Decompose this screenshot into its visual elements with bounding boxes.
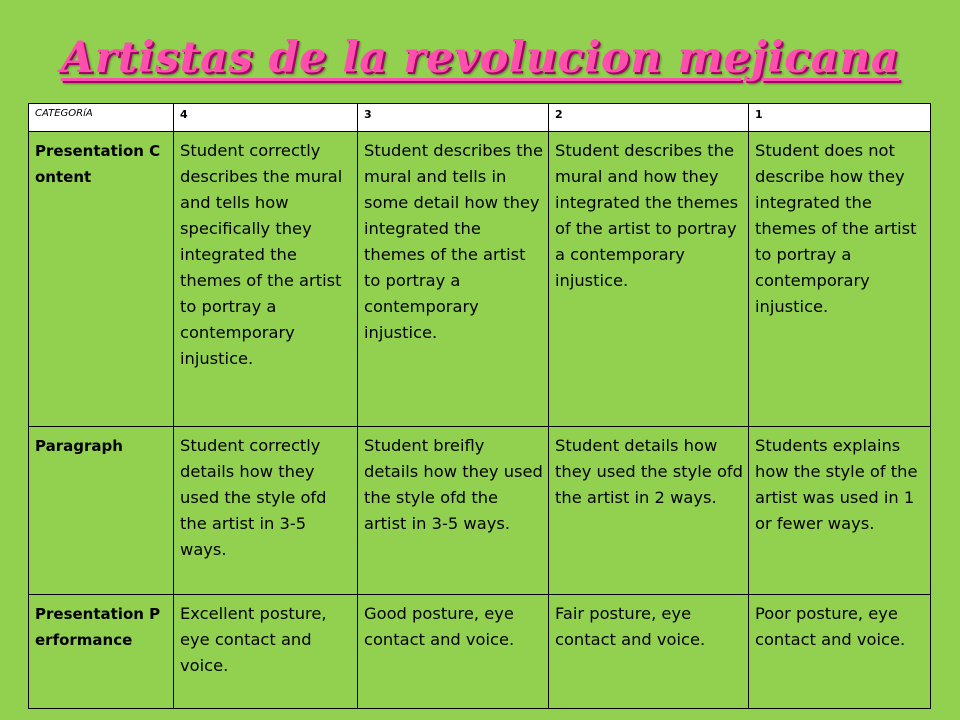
- table-cell: Student correctly details how they used the style ofd the artist in 3-5 ways.: [174, 427, 358, 595]
- table-cell: Fair posture, eye contact and voice.: [549, 595, 749, 709]
- slide-title: Artistas de la revolucion mejicana: [60, 33, 900, 83]
- table-row: [29, 427, 931, 595]
- table-cell: Excellent posture, eye contact and voice.: [174, 595, 358, 709]
- table-row: [29, 132, 931, 427]
- header-score-1: 1: [749, 104, 931, 132]
- rubric-table: [28, 103, 931, 709]
- table-cell: Student correctly describes the mural and tells how specifically they integrated the themes of the artist to portray a contemporary injustice.: [174, 132, 358, 427]
- table-header-row: [29, 104, 931, 132]
- table-cell: Student describes the mural and how they integrated the themes of the artist to portray a contemporary injustice.: [549, 132, 749, 427]
- header-score-4: 4: [174, 104, 358, 132]
- table-cell: Students explains how the style of the artist was used in 1 or fewer ways.: [749, 427, 931, 595]
- header-score-3: 3: [358, 104, 549, 132]
- table-row: [29, 595, 931, 709]
- table-cell: Poor posture, eye contact and voice.: [749, 595, 931, 709]
- row-label: Paragraph: [29, 427, 174, 595]
- table-cell: Student breifly details how they used the style ofd the artist in 3-5 ways.: [358, 427, 549, 595]
- row-label: Presentation Performance: [29, 595, 174, 709]
- header-category: CATEGORíA: [29, 104, 174, 132]
- table-cell: Student describes the mural and tells in some detail how they integrated the themes of the artist to portray a contemporary injustice.: [358, 132, 549, 427]
- table-cell: Student does not describe how they integrated the themes of the artist to portray a contemporary injustice.: [749, 132, 931, 427]
- table-cell: Student details how they used the style ofd the artist in 2 ways.: [549, 427, 749, 595]
- table-cell: Good posture, eye contact and voice.: [358, 595, 549, 709]
- row-label: Presentation Content: [29, 132, 174, 427]
- header-score-2: 2: [549, 104, 749, 132]
